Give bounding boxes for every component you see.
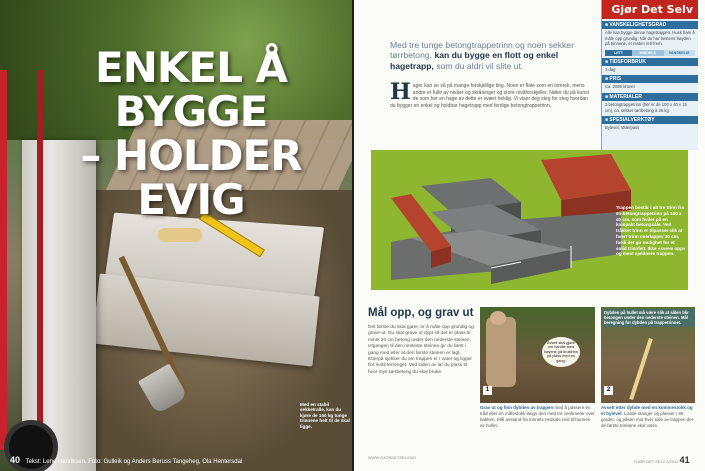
title-line-2: – HOLDER EVIG	[80, 131, 302, 224]
sidebar-text-difficulty: Alle kan bygge denne hagetrappen. Husk bare å måle opp grundig. Når du har bestemt høyden på trinnene, er resten rett frem.	[605, 30, 695, 47]
difficulty-scale	[605, 50, 695, 56]
lead-text-bold: kan du bygge en flott og enkel hagetrapp,	[390, 50, 559, 71]
sidebar-text-price: Ca. 2000 kroner	[605, 84, 636, 90]
left-page	[0, 0, 352, 471]
worker-head	[490, 311, 506, 325]
intro-text: ager kan se så på mange forskjellige ting. Noen er flate som en tomrek, mens andre er fulle av nivåer og skråninger og store nivåforskjeller. Nøter du på kunst de som her en hage av dette er svært heldig. Vi viser deg steg for steg hvordan du bygger en enkel og holdbar hagetrapp med ferdige betongtrappetrinn.	[390, 83, 589, 109]
photo1-caption	[480, 405, 595, 429]
issue-label: GJØR DET SELV 3/2012	[634, 459, 679, 464]
diagram-caption: Trappen består i alt tre trinn fra en betongtrappetrinn på 100 x 40 cm, som hviler på en kompakt betongsåle. Ved tråkket trinn er tilpasset slik at hvert trinn overlapper 30 cm, fordi det gir mulighet for et solid trinnfelt. Ikke «sveve opp» og mest sjeldnere trappen.	[616, 205, 686, 257]
section-text: Det første du skal gjøre, er å måle opp grundig og grave ut. Du skal grave ut dypt så det er plass til minst 20 cm betong under den nederste steinen. Utgangen til den nesteste steinen gir du først i gang med eller at den første steinen er lagt. Etterpå sjekker du om trappen er i vater og ligger fint inntil terrenget. Ved siden av lar du plass til hvor mye tørrbetong du skal bruke.	[368, 325, 474, 375]
sidebar-text-time: 1 dag	[605, 66, 616, 72]
footer-url: WWW.GJORDETSELV.NO	[368, 455, 417, 460]
drop-cap: H	[390, 79, 411, 105]
brand-banner: Gjør Det Selv	[602, 0, 698, 19]
photo-caption: Med en stabil sekketralle, kan du kjøre de 150 kg tunge trinnene helt til de skal ligge.	[300, 402, 350, 429]
photo1-caption-bold: Grav ut og finn dybden av trappen	[480, 405, 554, 410]
photo2-caption-text: Lodde stanger og plasser i 90 grader, og påsen mot hver side av trappen der de første trinnene skal være.	[601, 411, 694, 428]
lead-text-2: som du aldri vil slite ut.	[436, 60, 524, 71]
sidebar-heading-time: ■ TIDSFORBRUK	[602, 58, 698, 66]
photo1-caption-text: med å passere en tråd eller en målestokk langs den med tre centimeter over bakken. Mål avstand fra trinnets nedside ned til bunnen av hullet.	[480, 405, 595, 428]
step-number-1: 1	[483, 386, 492, 395]
step-number-2: 2	[604, 386, 613, 395]
lead-text-1: Med tre tunge betongtrappetrinn og noen sekker tørrbetong,	[390, 40, 574, 61]
info-sidebar	[601, 0, 698, 150]
photo-step-2	[601, 307, 695, 403]
intro-body	[390, 79, 592, 109]
lead-paragraph	[390, 40, 586, 71]
page-number-left: 40	[10, 455, 21, 465]
right-page	[354, 0, 705, 471]
sidebar-heading-tools: ■ SPESIALVERKTØY	[602, 116, 698, 124]
sidebar-heading-materials: ■ MATERIALER	[602, 93, 698, 101]
left-footer	[10, 455, 242, 465]
sidebar-heading-difficulty: ■ VANSKELIGHETSGRAD	[602, 21, 698, 29]
photo2-overlay-text: Dybden på hullet må være slik at sålen blir betongen under den nederste steinen. Mål beregning for dybden på trappetrinnet.	[603, 309, 695, 327]
photo-speech-bubble: Avsett skal gjøre om handle med bøyene på bruktrinn på plass med en gang.	[542, 337, 580, 367]
sidebar-heading-price: ■ PRIS	[602, 75, 698, 83]
sidebar-text-tools: Bylevel, Vaterpass	[605, 125, 640, 131]
section-title: Mål opp, og grav ut	[368, 307, 474, 319]
page-number-right: 41	[679, 455, 690, 465]
footer-issue	[634, 455, 690, 465]
worker-figure	[486, 317, 516, 387]
wooden-stick	[629, 338, 653, 400]
scale-medium: MIDDELS	[632, 50, 664, 56]
scale-easy: LETT	[605, 50, 632, 56]
photo2-caption-bold: Avsett etter dybde med en kommestokk og et bylevel.	[601, 405, 693, 416]
scale-hard: VANSKELIG	[664, 50, 696, 56]
sidebar-text-materials: 3 betongtrappetrinn (her er de 100 x 40 x 15 cm), ca. sekker tørrbetong à 25 kg	[605, 101, 687, 113]
photo-step-1	[480, 307, 595, 403]
photo2-caption	[601, 405, 697, 429]
photo-credit: Tekst: Lene Henriksen. Foto: Gulleik og Anders Beruss Tangeheg, Ola Hentersdal	[25, 459, 243, 465]
title-line-1: ENKEL Å BYGGE	[95, 43, 287, 136]
work-gloves	[158, 228, 202, 242]
page-title	[36, 43, 346, 224]
